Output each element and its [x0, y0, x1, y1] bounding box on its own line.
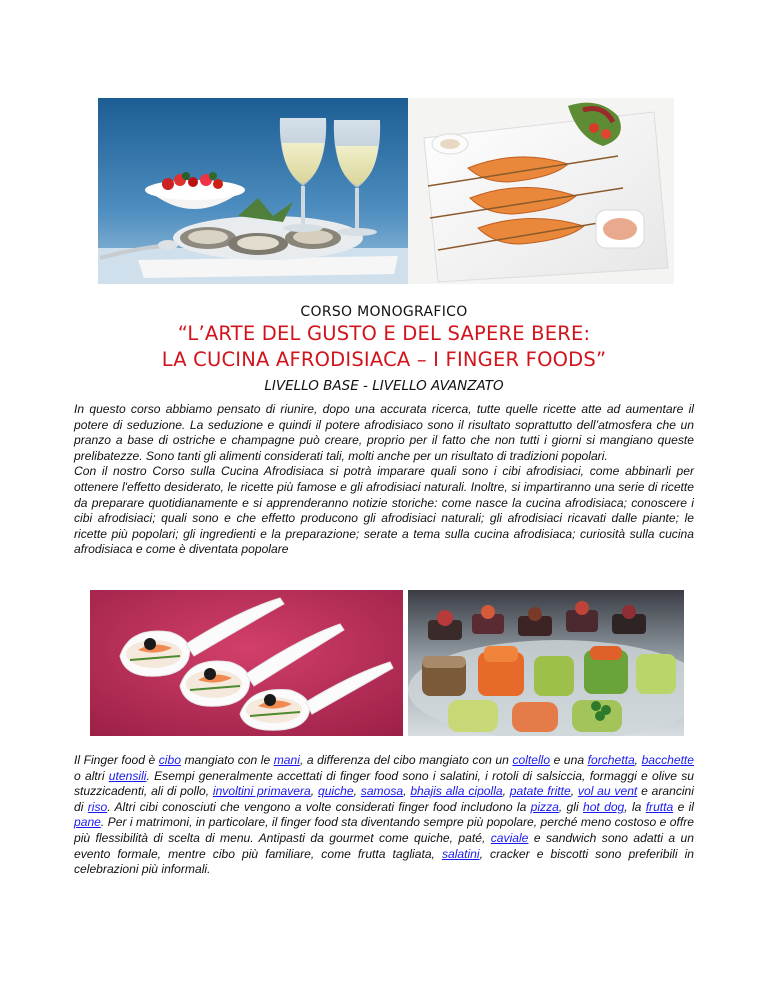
text-run: e sandwich sono adatti a un evento formale, mentre cibo più familiare, come frutta tagliata,: [74, 830, 695, 861]
link-mani[interactable]: mani: [273, 753, 300, 767]
link-vol-au-vent[interactable]: vol au vent: [577, 784, 638, 799]
course-paragraph: Con il nostro Corso sulla Cucina Afrodisiaca si potrà imparare quali sono i cibi afrodisiaci, come abbinarli per ottenere l'effetto desiderato, le ricette più famose e gli afrodisiaci naturali. Inoltre, si impartiranno una serie di ricette da preparare quotidianamente e si apprenderanno notizie storiche: come nasce la cucina afrodisiaca; conoscere i cibi afrodisiaci; quali sono e che effetto producono gli afrodisiaci naturali; gli afrodisiaci ricavati dalle piante; le ricette più popolari; gli ingredienti e la preparazione; serate a tema sulla cucina afrodisiaca; curiosità sulla cucina afrodisiaca e come è diventata popolare: [74, 464, 694, 557]
course-kicker: CORSO MONOGRAFICO: [300, 304, 468, 320]
intro-text: [74, 402, 694, 558]
text-run: , la: [624, 799, 646, 814]
intro-paragraph: In questo corso abbiamo pensato di riunire, dopo una accurata ricerca, tutte quelle ricette atte ad aumentare il potere di seduzione. La seduzione e quindi il potere afrodisiaco sono il risultato soprattutto dell’atmosfera che un pranzo a base di ostriche e champagne può creare, proprio per il fatto che non tutti i giorni si mangiano queste prelibatezze. Sono tanti gli alimenti considerati tali, molti anche per un risultato di tradizioni popolari.: [74, 402, 694, 463]
text-run: . Altri cibi conosciuti che vengono a volte considerati finger food includono la: [107, 799, 531, 814]
text-run: o altri: [74, 768, 109, 783]
course-levels: LIVELLO BASE - LIVELLO AVANZATO: [264, 378, 504, 394]
link-coltello[interactable]: coltello: [512, 753, 551, 767]
link-pane[interactable]: pane: [74, 815, 101, 830]
text-run: Il Finger food è: [74, 753, 159, 767]
course-title-line-2: LA CUCINA AFRODISIACA – I FINGER FOODS”: [161, 348, 607, 371]
text-run: ,: [502, 784, 510, 799]
text-run: ,: [403, 784, 411, 799]
link-samosa[interactable]: samosa: [360, 784, 404, 799]
text-run: mangiato con le: [180, 753, 274, 767]
link-hot-dog[interactable]: hot dog: [582, 799, 625, 814]
text-run: ,: [570, 784, 578, 799]
text-run: e il: [673, 799, 694, 814]
link-bhajis-alla-cipolla[interactable]: bhajis alla cipolla: [410, 784, 503, 799]
link-patate-fritte[interactable]: patate fritte: [509, 784, 571, 799]
link-forchetta[interactable]: forchetta: [587, 753, 635, 767]
text-run: , cracker e biscotti sono preferibili in celebrazioni più informali.: [74, 846, 694, 877]
link-frutta[interactable]: frutta: [645, 799, 674, 814]
link-riso[interactable]: riso: [87, 799, 108, 814]
text-run: e una: [550, 753, 588, 767]
course-title-line-1: “L’ARTE DEL GUSTO E DEL SAPERE BERE:: [177, 322, 591, 345]
finger-food-platter-photo: [408, 590, 684, 736]
finger-food-paragraph: [74, 753, 694, 878]
oysters-and-prawns-photo: [98, 98, 674, 284]
link-bacchette[interactable]: bacchette: [641, 753, 695, 767]
text-run: ,: [310, 784, 318, 799]
link-caviale[interactable]: caviale: [490, 830, 529, 845]
text-run: . Per i matrimoni, in particolare, il finger food sta diventando sempre più popolare, perché meno costoso e offre più flessibilità di scelta di menu. Antipasti da gourmet come quiche, paté,: [74, 815, 694, 845]
text-run: , gli: [558, 799, 583, 814]
link-utensili[interactable]: utensili: [108, 768, 147, 783]
link-salatini[interactable]: salatini: [441, 846, 480, 861]
text-run: ,: [353, 784, 361, 799]
spoons-appetizer-photo: [90, 590, 403, 736]
text-run: . Esempi generalmente accettati di finger food sono i salatini, i rotoli di salsiccia, formaggi e olive su stuzzicadenti, ali di pollo,: [74, 768, 694, 799]
text-run: e arancini di: [74, 784, 694, 814]
link-cibo[interactable]: cibo: [158, 753, 181, 767]
text-run: ,: [634, 753, 642, 767]
text-run: , a differenza del cibo mangiato con un: [299, 753, 513, 767]
link-involtini-primavera[interactable]: involtini primavera: [212, 784, 311, 799]
link-quiche[interactable]: quiche: [317, 784, 354, 799]
link-pizza[interactable]: pizza: [530, 799, 559, 814]
